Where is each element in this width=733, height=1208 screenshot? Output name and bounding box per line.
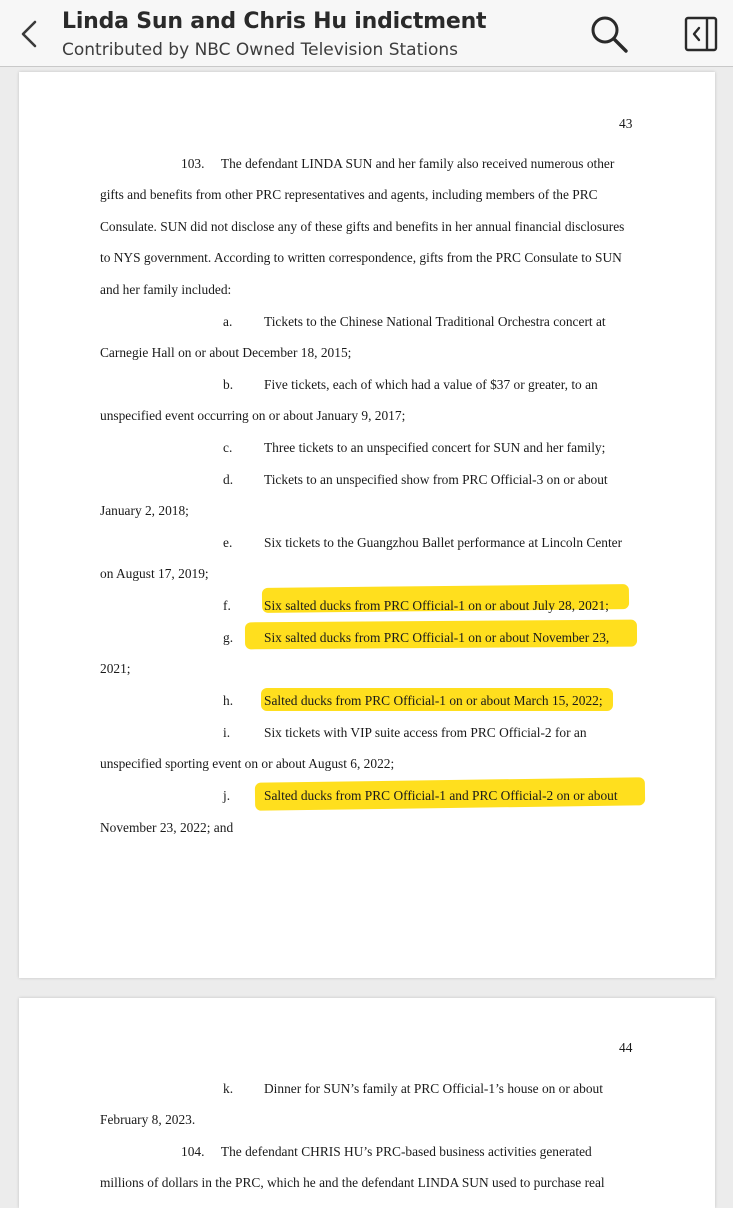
item-i-line-2: unspecified sporting event on or about August 6, 2022; — [100, 756, 395, 771]
document-page-43 — [19, 72, 715, 978]
item-j-line-2: November 23, 2022; and — [100, 820, 234, 835]
search-button[interactable] — [587, 12, 631, 56]
para-103-line-5: and her family included: — [100, 282, 232, 297]
para-104-line-2: millions of dollars in the PRC, which he and the defendant LINDA SUN used to purchase real — [100, 1175, 605, 1190]
para-104-line-1: 104. The defendant CHRIS HU’s PRC-based business activities generated — [181, 1144, 592, 1159]
item-g-line-1: Six salted ducks from PRC Official-1 on or about November 23, — [264, 630, 610, 645]
back-button[interactable] — [12, 14, 46, 54]
item-label: b. — [223, 377, 234, 392]
item-k-line-2: February 8, 2023. — [100, 1112, 196, 1127]
item-d-line-1: Tickets to an unspecified show from PRC Official-3 on or about — [264, 472, 608, 487]
item-c-line-1: Three tickets to an unspecified concert for SUN and her family; — [264, 440, 606, 455]
item-label: e. — [223, 535, 233, 550]
document-contributor: Contributed by NBC Owned Television Stations — [62, 40, 459, 60]
document-header — [0, 0, 733, 67]
item-label: i. — [223, 725, 231, 740]
page-number: 43 — [619, 116, 633, 131]
item-label: d. — [223, 472, 234, 487]
sidebar-toggle-button[interactable] — [680, 12, 722, 56]
document-title: Linda Sun and Chris Hu indictment — [62, 9, 487, 34]
page-number: 44 — [619, 1040, 633, 1055]
item-a-line-1: Tickets to the Chinese National Traditional Orchestra concert at — [264, 314, 606, 329]
item-label: j. — [223, 788, 231, 803]
search-icon — [589, 14, 629, 54]
item-b-line-1: Five tickets, each of which had a value of $37 or greater, to an — [264, 377, 598, 392]
chevron-left-icon — [20, 19, 38, 49]
item-label: f. — [223, 598, 231, 613]
item-g-line-2: 2021; — [100, 661, 131, 676]
item-b-line-2: unspecified event occurring on or about January 9, 2017; — [100, 408, 406, 423]
item-label: c. — [223, 440, 233, 455]
document-page-44 — [19, 998, 715, 1208]
para-103-line-4: to NYS government. According to written correspondence, gifts from the PRC Consulate to SUN — [100, 250, 622, 265]
item-e-line-2: on August 17, 2019; — [100, 566, 209, 581]
item-label: h. — [223, 693, 234, 708]
item-j-line-1: Salted ducks from PRC Official-1 and PRC Official-2 on or about — [264, 788, 618, 803]
item-a-line-2: Carnegie Hall on or about December 18, 2015; — [100, 345, 352, 360]
item-label: a. — [223, 314, 233, 329]
para-103-line-3: Consulate. SUN did not disclose any of these gifts and benefits in her annual financial disclosures — [100, 219, 625, 234]
para-103-line-2: gifts and benefits from other PRC representatives and agents, including members of the PRC — [100, 187, 598, 202]
para-103-line-1: 103. The defendant LINDA SUN and her family also received numerous other — [181, 156, 615, 171]
item-f-line-1: Six salted ducks from PRC Official-1 on or about July 28, 2021; — [264, 598, 609, 613]
item-k-line-1: Dinner for SUN’s family at PRC Official-1’s house on or about — [264, 1081, 603, 1096]
sidebar-toggle-icon — [684, 16, 718, 52]
item-e-line-1: Six tickets to the Guangzhou Ballet performance at Lincoln Center — [264, 535, 623, 550]
item-label: g. — [223, 630, 234, 645]
item-label: k. — [223, 1081, 234, 1096]
item-i-line-1: Six tickets with VIP suite access from PRC Official-2 for an — [264, 725, 587, 740]
item-h-line-1: Salted ducks from PRC Official-1 on or about March 15, 2022; — [264, 693, 603, 708]
item-d-line-2: January 2, 2018; — [100, 503, 189, 518]
